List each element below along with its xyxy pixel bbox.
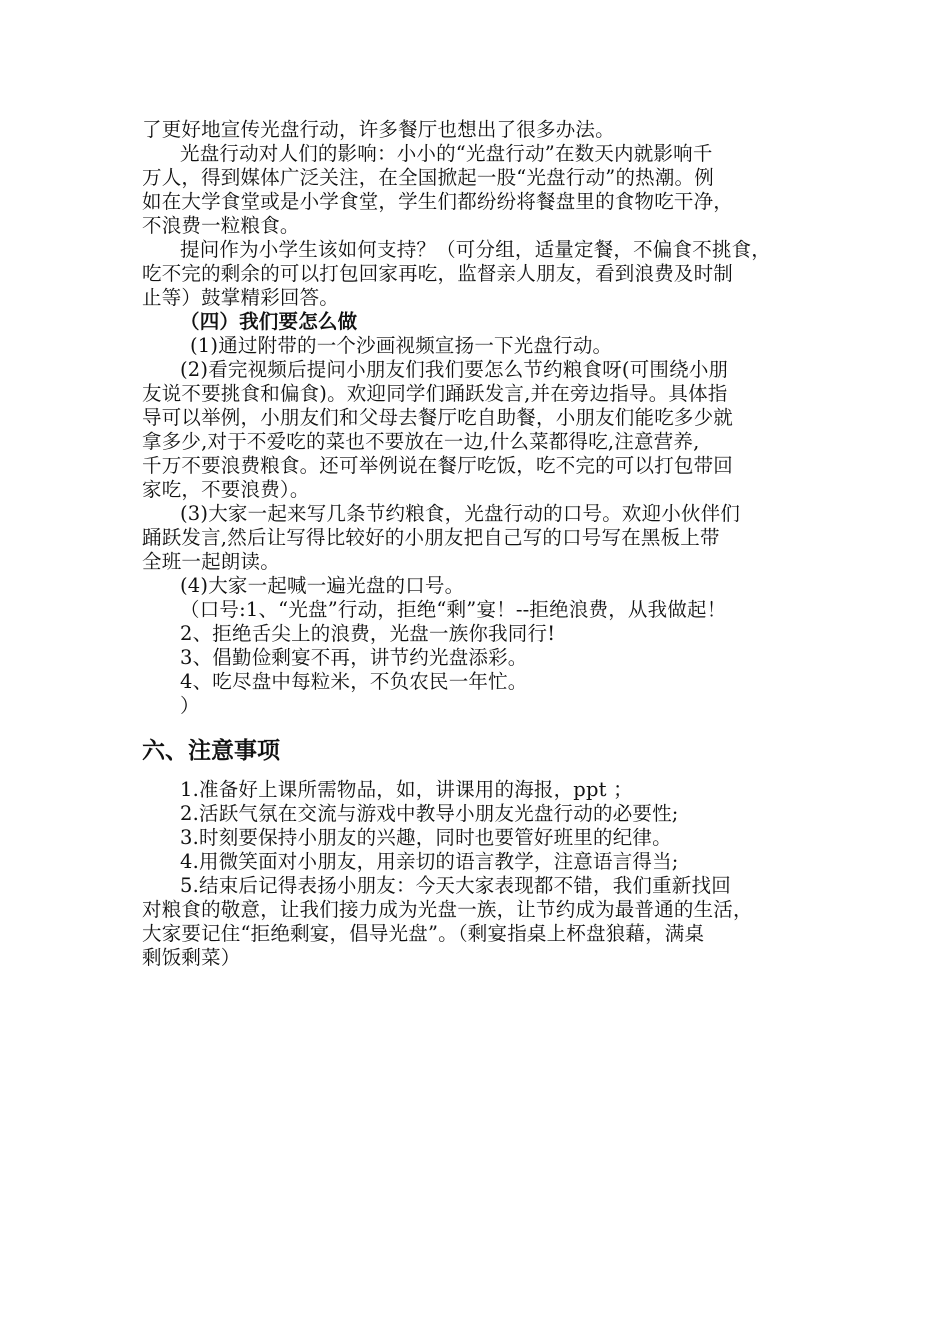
step-1: (1)通过附带的一个沙画视频宣扬一下光盘行动。 <box>190 334 613 357</box>
document-page <box>142 118 824 970</box>
note-line: 4.用微笑面对小朋友，用亲切的语言教学，注意语言得当; <box>180 850 679 873</box>
paragraph-line: (3)大家一起来写几条节约粮食，光盘行动的口号。欢迎小伙伴们 <box>180 502 741 525</box>
subheading: （四）我们要怎么做 <box>180 310 358 333</box>
section-heading: 六、注意事项 <box>142 738 280 764</box>
note-line: 5.结束后记得表扬小朋友：今天大家表现都不错，我们重新找回 <box>180 874 731 897</box>
paragraph-line: 光盘行动对人们的影响：小小的“光盘行动”在数天内就影响千 <box>180 142 713 165</box>
paragraph-line: 千万不要浪费粮食。还可举例说在餐厅吃饭，吃不完的可以打包带回 <box>142 454 734 477</box>
paragraph-line: 万人，得到媒体广泛关注，在全国掀起一股“光盘行动”的热潮。例 <box>142 166 714 189</box>
step-4: (4)大家一起喊一遍光盘的口号。 <box>180 574 465 597</box>
note-line: 剩饭剩菜） <box>142 946 241 969</box>
paragraph-line: 全班一起朗读。 <box>142 550 280 573</box>
note-line: 1.准备好上课所需物品，如，讲课用的海报，ppt ； <box>180 778 633 801</box>
paragraph-line: 导可以举例，小朋友们和父母去餐厅吃自助餐，小朋友们能吃多少就 <box>142 406 734 429</box>
slogan-line: 4、吃尽盘中每粒米，不负农民一年忙。 <box>180 670 528 693</box>
note-line: 大家要记住“拒绝剩宴，倡导光盘”。（剩宴指桌上杯盘狼藉，满桌 <box>142 922 705 945</box>
paragraph-line: 止等）鼓掌精彩回答。 <box>142 286 340 309</box>
slogan-line: （口号:1、“光盘”行动，拒绝“剩”宴！--拒绝浪费，从我做起！ <box>180 598 727 621</box>
paragraph-line: 踊跃发言,然后让写得比较好的小朋友把自己写的口号写在黑板上带 <box>142 526 720 549</box>
note-line: 3.时刻要保持小朋友的兴趣，同时也要管好班里的纪律。 <box>180 826 672 849</box>
note-line: 2.活跃气氛在交流与游戏中教导小朋友光盘行动的必要性; <box>180 802 679 825</box>
paragraph-line: 提问作为小学生该如何支持？（可分组，适量定餐，不偏食不挑食， <box>180 238 772 261</box>
slogan-line: 3、倡勤俭剩宴不再，讲节约光盘添彩。 <box>180 646 528 669</box>
paragraph-line: 不浪费一粒粮食。 <box>142 214 300 237</box>
paragraph-line: 拿多少,对于不爱吃的菜也不要放在一边,什么菜都得吃,注意营养, <box>142 430 700 453</box>
paragraph-line: 家吃，不要浪费）。 <box>142 478 310 501</box>
note-line: 对粮食的敬意，让我们接力成为光盘一族，让节约成为最普通的生活， <box>142 898 753 921</box>
paragraph-line: (2)看完视频后提问小朋友们我们要怎么节约粮食呀(可围绕小朋 <box>180 358 729 381</box>
paragraph-line: 如在大学食堂或是小学食堂，学生们都纷纷将餐盘里的食物吃干净， <box>142 190 734 213</box>
slogan-line: 2、拒绝舌尖上的浪费，光盘一族你我同行! <box>180 622 556 645</box>
paragraph-line: 了更好地宣传光盘行动，许多餐厅也想出了很多办法。 <box>142 118 615 141</box>
paragraph-line: 友说不要挑食和偏食)。欢迎同学们踊跃发言,并在旁边指导。具体指 <box>142 382 728 405</box>
paragraph-line: 吃不完的剩余的可以打包回家再吃，监督亲人朋友，看到浪费及时制 <box>142 262 734 285</box>
slogan-close: ） <box>180 694 200 717</box>
